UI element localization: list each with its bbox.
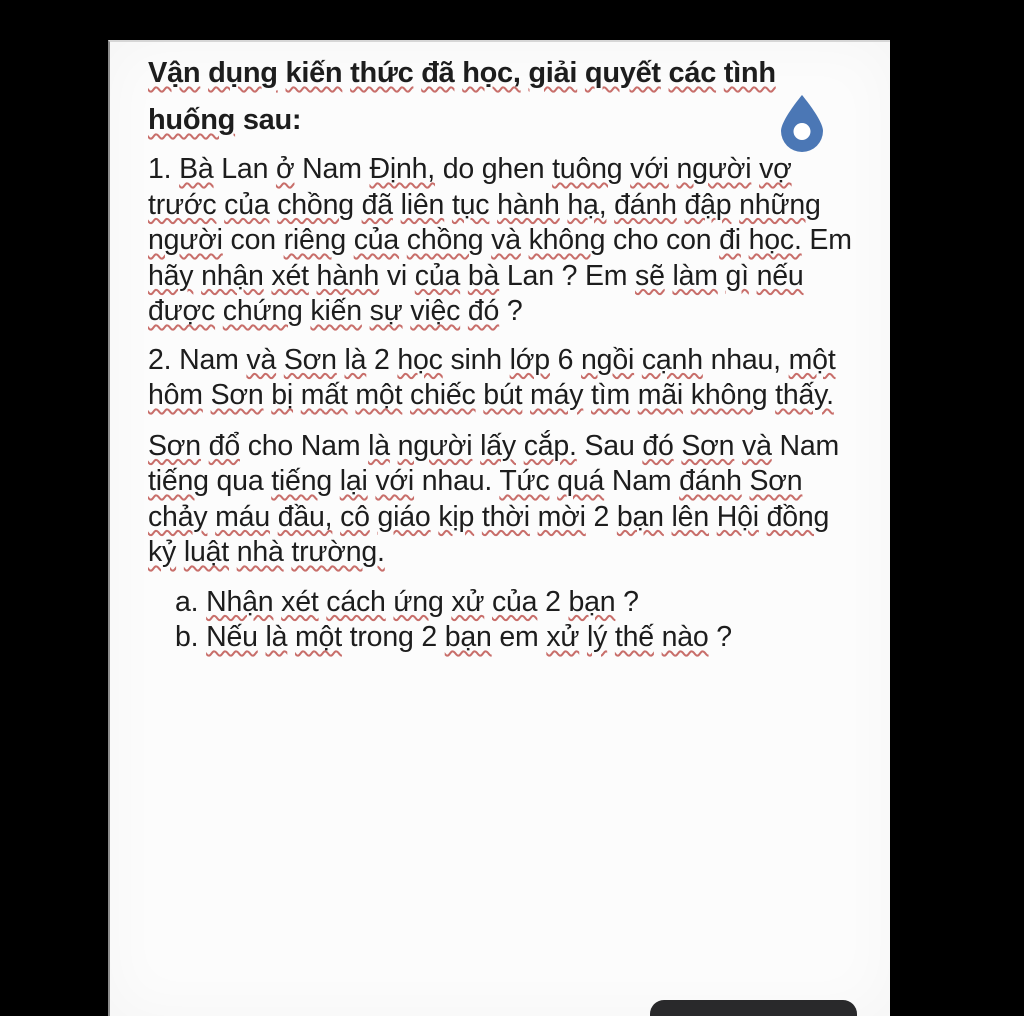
spellcheck-flagged-word: hành xyxy=(316,259,380,292)
spellcheck-flagged-word: xét xyxy=(271,259,309,292)
spellcheck-flagged-word: mời xyxy=(537,500,586,533)
spellcheck-flagged-word: nào xyxy=(661,621,709,653)
spellcheck-flagged-word: của xyxy=(414,259,461,292)
spellcheck-flagged-word: một xyxy=(355,379,403,411)
spellcheck-flagged-word: của xyxy=(491,585,538,618)
spellcheck-flagged-word: tuông xyxy=(552,153,623,185)
spellcheck-flagged-word: học xyxy=(397,343,443,376)
text-line: người con riêng của chồng và không cho con đi học. Em xyxy=(148,224,852,256)
text-line xyxy=(148,378,862,414)
spellcheck-flagged-word: là xyxy=(344,343,367,376)
spellcheck-flagged-word: với xyxy=(375,465,415,497)
spellcheck-flagged-word: làm xyxy=(672,259,718,292)
sub-questions xyxy=(148,585,862,656)
spellcheck-flagged-word: Sơn xyxy=(148,429,201,462)
spellcheck-flagged-word: máu xyxy=(215,500,270,533)
spellcheck-flagged-word: kỷ xyxy=(148,536,177,568)
text-line: hãy nhận xét hành vi của bà Lan ? Em sẽ làm gì nếu xyxy=(148,259,804,292)
spellcheck-flagged-word: kiến xyxy=(310,295,362,327)
spellcheck-flagged-word: giáo xyxy=(377,500,431,533)
spellcheck-flagged-word: chảy xyxy=(148,500,208,533)
spellcheck-flagged-word: chồng xyxy=(406,224,484,256)
spellcheck-flagged-word: chứng xyxy=(222,295,303,327)
spellcheck-flagged-word: thấy. xyxy=(775,379,834,411)
spellcheck-flagged-word: mất xyxy=(300,379,348,411)
text-line: b. Nếu là một trong 2 bạn em xử lý thế nào ? xyxy=(175,621,732,653)
text-line: a. Nhận xét cách ứng xử của 2 bạn ? xyxy=(175,585,639,618)
spellcheck-flagged-word: và xyxy=(742,429,772,462)
spellcheck-flagged-word: Tức xyxy=(499,465,550,497)
spellcheck-flagged-word: nhà xyxy=(236,536,284,568)
spellcheck-flagged-word: người xyxy=(148,224,223,256)
spellcheck-flagged-word: Nếu xyxy=(206,621,258,653)
spellcheck-flagged-word: việc xyxy=(410,295,461,327)
text-line: huống sau: xyxy=(148,104,302,136)
spellcheck-flagged-word: tục xyxy=(451,188,490,221)
spellcheck-flagged-word: lớp xyxy=(509,343,550,376)
assignment-title xyxy=(148,50,862,144)
spellcheck-flagged-word: đã xyxy=(421,57,455,89)
spellcheck-flagged-word: được xyxy=(148,295,216,327)
spellcheck-flagged-word: kiến xyxy=(285,57,343,89)
spellcheck-flagged-word: luật xyxy=(183,536,229,568)
spellcheck-flagged-word: xử xyxy=(546,621,580,653)
spellcheck-flagged-word: giải xyxy=(528,57,578,89)
spellcheck-flagged-word: chiếc xyxy=(410,379,476,411)
spellcheck-flagged-word: đánh xyxy=(614,188,677,221)
document-page xyxy=(108,40,890,1016)
spellcheck-flagged-word: Bà xyxy=(179,153,214,185)
spellcheck-flagged-word: bạn xyxy=(444,621,492,653)
spellcheck-flagged-word: và xyxy=(491,224,521,256)
spellcheck-flagged-word: cách xyxy=(326,585,386,618)
spellcheck-flagged-word: đánh xyxy=(679,465,742,497)
spellcheck-flagged-word: tìm xyxy=(591,379,630,411)
spellcheck-flagged-word: ứng xyxy=(393,585,444,618)
spellcheck-flagged-word: hãy xyxy=(148,259,194,292)
spellcheck-flagged-word: của xyxy=(224,188,270,221)
spellcheck-flagged-word: đồng xyxy=(766,500,830,533)
spellcheck-flagged-word: lại xyxy=(339,465,368,497)
spellcheck-flagged-word: mãi xyxy=(637,379,684,411)
text-line xyxy=(148,535,862,571)
spellcheck-flagged-word: thời xyxy=(481,500,530,533)
spellcheck-flagged-word: dụng xyxy=(208,57,278,89)
spellcheck-flagged-word: xét xyxy=(281,585,319,618)
text-line xyxy=(148,188,862,224)
spellcheck-flagged-word: cắp. xyxy=(523,429,577,462)
spellcheck-flagged-word: bà xyxy=(467,259,500,292)
bottom-sheet-handle[interactable] xyxy=(650,1000,857,1016)
spellcheck-flagged-word: đó xyxy=(467,295,500,327)
spellcheck-flagged-word: lấy xyxy=(480,429,516,462)
spellcheck-flagged-word: đầu, xyxy=(277,500,333,533)
text-line: được chứng kiến sự việc đó ? xyxy=(148,295,523,327)
spellcheck-flagged-word: bạn xyxy=(568,585,616,618)
spellcheck-flagged-word: Sơn xyxy=(749,465,803,497)
spellcheck-flagged-word: học. xyxy=(748,224,802,256)
spellcheck-flagged-word: không xyxy=(528,224,606,256)
paragraph-situation-2 xyxy=(148,343,862,414)
spellcheck-flagged-word: tình xyxy=(723,57,776,89)
spellcheck-flagged-word: một xyxy=(295,621,342,653)
spellcheck-flagged-word: gì xyxy=(725,259,749,292)
spellcheck-flagged-word: Sơn xyxy=(210,379,264,411)
spellcheck-flagged-word: riêng xyxy=(283,224,346,256)
spellcheck-flagged-word: chồng xyxy=(277,188,354,221)
text-line: tiếng qua tiếng lại với nhau. Tức quá Nam đánh Sơn xyxy=(148,465,803,497)
spellcheck-flagged-word: Vận xyxy=(148,57,201,89)
spellcheck-flagged-word: ngồi xyxy=(581,343,635,376)
spellcheck-flagged-word: sẽ xyxy=(635,259,665,292)
spellcheck-flagged-word: hành xyxy=(497,188,560,221)
spellcheck-flagged-word: nếu xyxy=(756,259,804,292)
spellcheck-flagged-word: quyết xyxy=(584,57,661,89)
spellcheck-flagged-word: với xyxy=(630,153,669,185)
text-line: Sơn đổ cho Nam là người lấy cắp. Sau đó Sơn và Nam xyxy=(148,429,840,462)
spellcheck-flagged-word: bút xyxy=(483,379,523,411)
spellcheck-flagged-word: trường. xyxy=(291,536,385,568)
spellcheck-flagged-word: người xyxy=(676,153,752,185)
spellcheck-flagged-word: liên xyxy=(400,188,445,221)
document-content xyxy=(110,42,890,656)
spellcheck-flagged-word: là xyxy=(265,621,288,653)
text-line xyxy=(148,50,862,97)
spellcheck-flagged-word: quá xyxy=(557,465,605,497)
spellcheck-flagged-word: huống xyxy=(148,104,236,136)
spellcheck-flagged-word: cô xyxy=(340,500,370,533)
spellcheck-flagged-word: trước xyxy=(148,188,217,221)
spellcheck-flagged-word: Sơn xyxy=(681,429,735,462)
text-line: chảy máu đầu, cô giáo kịp thời mời 2 bạn lên Hội đồng xyxy=(148,500,830,533)
spellcheck-flagged-word: lý xyxy=(586,621,608,653)
spellcheck-flagged-word: nhận xyxy=(201,259,264,292)
spellcheck-flagged-word: sự xyxy=(369,295,403,327)
spellcheck-flagged-word: của xyxy=(353,224,400,256)
spellcheck-flagged-word: tiếng xyxy=(148,465,209,497)
paragraph-situation-1 xyxy=(148,152,862,330)
spellcheck-flagged-word: cạnh xyxy=(641,343,703,376)
spellcheck-flagged-word: đổ xyxy=(208,429,240,462)
spellcheck-flagged-word: một xyxy=(788,343,836,376)
spellcheck-flagged-word: đó xyxy=(642,429,674,462)
spellcheck-flagged-word: hạ, xyxy=(567,188,607,221)
spellcheck-flagged-word: Định, xyxy=(369,153,436,185)
text-line: 2. Nam và Sơn là 2 học sinh lớp 6 ngồi cạnh nhau, một xyxy=(148,343,836,376)
spellcheck-flagged-word: đi xyxy=(719,224,741,256)
spellcheck-flagged-word: Hội xyxy=(716,500,759,533)
spellcheck-flagged-word: hôm xyxy=(148,379,203,411)
spellcheck-flagged-word: đập xyxy=(684,188,732,221)
paragraph-situation-2-continued xyxy=(148,429,862,571)
spellcheck-flagged-word: bị xyxy=(271,379,294,411)
spellcheck-flagged-word: ở xyxy=(275,153,295,185)
spellcheck-flagged-word: máy xyxy=(530,379,584,411)
spellcheck-flagged-word: Nhận xyxy=(206,585,274,618)
spellcheck-flagged-word: bạn xyxy=(616,500,664,533)
spellcheck-flagged-word: người xyxy=(397,429,473,462)
spellcheck-flagged-word: tiếng xyxy=(271,465,333,497)
water-drop-icon xyxy=(777,94,827,152)
spellcheck-flagged-word: là xyxy=(368,429,390,462)
spellcheck-flagged-word: lên xyxy=(671,500,709,533)
spellcheck-flagged-word: những xyxy=(739,188,821,221)
spellcheck-flagged-word: vợ xyxy=(759,153,792,185)
spellcheck-flagged-word: thức xyxy=(350,57,414,89)
spellcheck-flagged-word: không xyxy=(690,379,768,411)
spellcheck-flagged-word: thế xyxy=(614,621,654,653)
spellcheck-flagged-word: Sơn xyxy=(283,343,337,376)
spellcheck-flagged-word: xử xyxy=(451,585,485,618)
spellcheck-flagged-word: học, xyxy=(462,57,521,89)
spellcheck-flagged-word: và xyxy=(246,343,277,376)
spellcheck-flagged-word: các xyxy=(668,57,717,89)
text-line: 1. Bà Lan ở Nam Định, do ghen tuông với người vợ xyxy=(148,153,792,185)
spellcheck-flagged-word: đã xyxy=(361,188,393,221)
spellcheck-flagged-word: kịp xyxy=(438,500,475,533)
